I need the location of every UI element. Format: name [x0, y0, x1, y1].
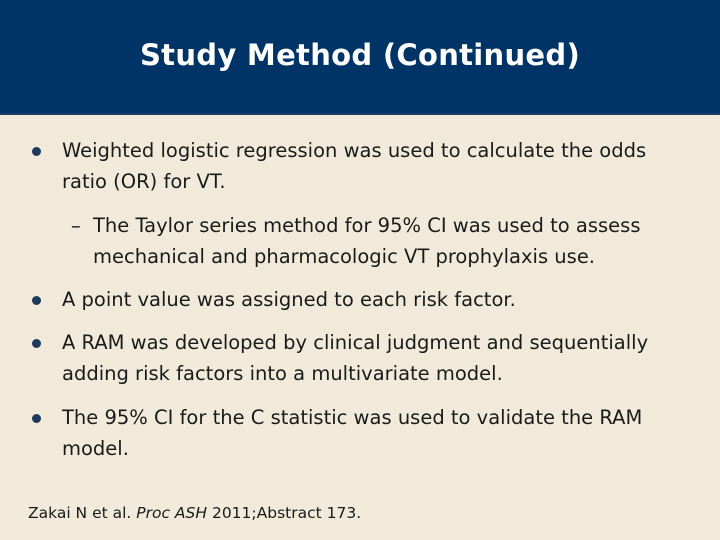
sub-bullet-text: The Taylor series method for 95% CI was used to assess mechanical and pharmacologic VT prophylaxis use.	[93, 214, 641, 268]
bullet-icon	[32, 339, 41, 348]
citation-details: 2011;Abstract 173.	[207, 504, 362, 522]
bullet-text: The 95% CI for the C statistic was used to validate the RAM model.	[62, 406, 643, 460]
bullet-icon	[32, 296, 41, 305]
citation-journal: Proc ASH	[136, 504, 208, 522]
bullet-text: A RAM was developed by clinical judgment and sequentially adding risk factors into a multivariate model.	[62, 331, 649, 385]
title-bar	[0, 0, 720, 115]
bullet-text: Weighted logistic regression was used to calculate the odds ratio (OR) for VT.	[62, 139, 647, 193]
bullet-text: A point value was assigned to each risk factor.	[62, 288, 516, 311]
citation	[28, 504, 361, 522]
slide-title: Study Method (Continued)	[139, 38, 581, 72]
bullet-icon	[32, 147, 41, 156]
dash-marker: –	[71, 214, 81, 237]
bullet-icon	[32, 414, 41, 423]
citation-authors: Zakai N et al.	[28, 504, 137, 522]
